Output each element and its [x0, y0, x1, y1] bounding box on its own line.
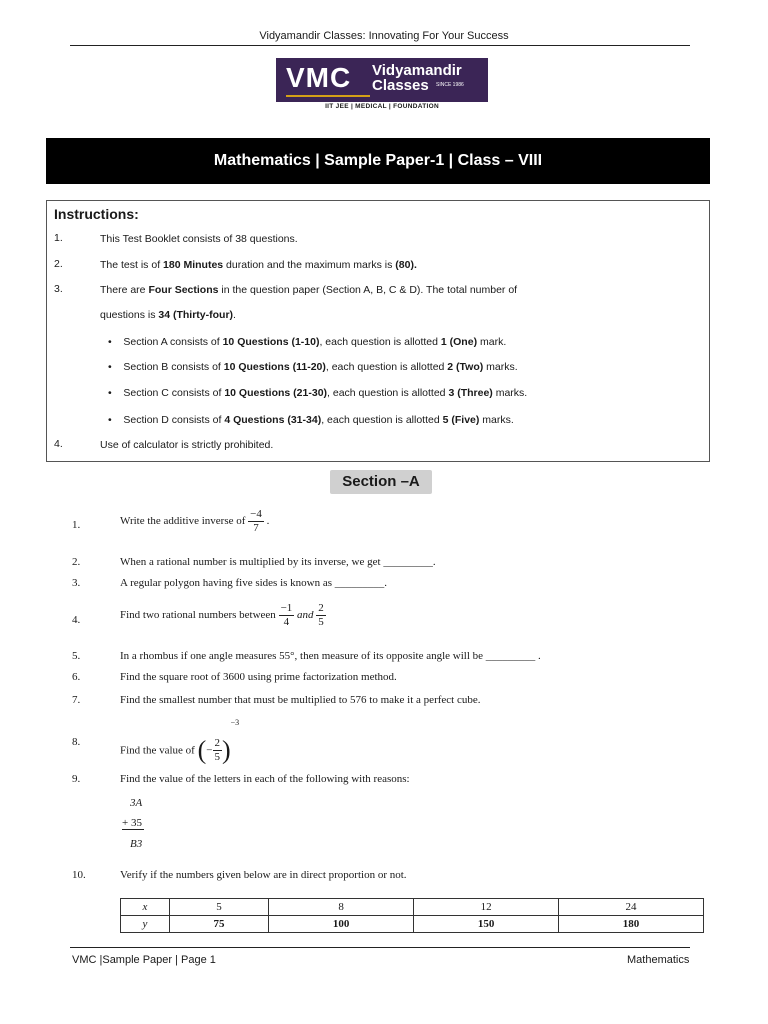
addition-result: B3	[130, 838, 143, 850]
table-cell: 5	[169, 899, 268, 916]
instruction-number: 3.	[54, 283, 63, 295]
instruction-number: 2.	[54, 258, 63, 270]
fraction: $\frac{2}{5}$	[214, 736, 220, 763]
logo-tagline: IIT JEE | MEDICAL | FOUNDATION	[325, 103, 439, 110]
question-number: 10.	[72, 869, 86, 881]
section-a-heading: Section –A	[330, 470, 432, 494]
instructions-heading: Instructions:	[54, 206, 139, 222]
question-3: A regular polygon having five sides is known as _________.	[120, 577, 388, 589]
question-number: 5.	[72, 650, 81, 662]
proportion-table	[120, 898, 704, 933]
logo-name: Vidyamandir Classes	[372, 62, 462, 94]
logo-since: SINCE 1986	[436, 82, 464, 88]
table-cell: 12	[414, 899, 559, 916]
table-row	[121, 899, 704, 916]
instruction-number: 4.	[54, 438, 63, 450]
addition-line-2: + 35	[122, 817, 142, 829]
question-10: Verify if the numbers given below are in direct proportion or not.	[120, 869, 407, 881]
table-cell: 24	[559, 899, 704, 916]
question-1: Write the additive inverse of $\frac{-4}{7}$ .	[120, 508, 270, 534]
logo-underline	[286, 95, 370, 97]
logo-vmc-text: VMC	[286, 62, 352, 93]
bullet-section-a: • Section A consists of 10 Questions (1-10), each question is allotted 1 (One) mark.	[108, 336, 507, 348]
instruction-2: The test is of 180 Minutes duration and the maximum marks is (80).	[100, 259, 417, 271]
question-number: 2.	[72, 556, 81, 568]
addition-line-1: 3A	[130, 797, 143, 809]
bullet-section-d: • Section D consists of 4 Questions (31-34), each question is allotted 5 (Five) marks.	[108, 414, 514, 426]
table-cell: 100	[269, 916, 414, 933]
instruction-1: This Test Booklet consists of 38 questions.	[100, 233, 298, 245]
instruction-3-cont: questions is 34 (Thirty-four).	[100, 309, 236, 321]
table-cell: 8	[269, 899, 414, 916]
question-8: Find the value of (− $\frac{2}{5}$ )$^{-3}$	[120, 718, 240, 765]
question-6: Find the square root of 3600 using prime factorization method.	[120, 671, 397, 683]
question-4: Find two rational numbers between $\frac{-1}{4}$ and $\frac{2}{5}$	[120, 602, 324, 628]
table-cell: 150	[414, 916, 559, 933]
page-header: Vidyamandir Classes: Innovating For Your Success	[259, 30, 509, 42]
question-2: When a rational number is multiplied by its inverse, we get _________.	[120, 556, 436, 568]
fraction: $\frac{-1}{4}$	[280, 602, 293, 628]
instruction-4: Use of calculator is strictly prohibited.	[100, 439, 274, 451]
vmc-logo	[276, 58, 488, 102]
question-number: 6.	[72, 671, 81, 683]
fraction: $\frac{-4}{7}$	[250, 508, 262, 534]
footer-right: Mathematics	[627, 954, 690, 966]
fraction: $\frac{2}{5}$	[318, 602, 324, 628]
question-9: Find the value of the letters in each of the following with reasons:	[120, 773, 410, 785]
footer-left: VMC |Sample Paper | Page 1	[72, 954, 216, 966]
table-cell: x	[121, 899, 170, 916]
bullet-section-b: • Section B consists of 10 Questions (11-20), each question is allotted 2 (Two) marks.	[108, 361, 518, 373]
table-row	[121, 916, 704, 933]
question-number: 7.	[72, 694, 81, 706]
footer-divider	[70, 947, 690, 948]
question-number: 4.	[72, 614, 81, 626]
question-5: In a rhombus if one angle measures 55°, then measure of its opposite angle will be _________ .	[120, 650, 541, 662]
paper-title: Mathematics | Sample Paper-1 | Class – VIII	[46, 138, 710, 184]
instruction-3: There are Four Sections in the question paper (Section A, B, C & D). The total number of	[100, 284, 518, 296]
question-7: Find the smallest number that must be multiplied to 576 to make it a perfect cube.	[120, 694, 481, 706]
table-cell: y	[121, 916, 170, 933]
question-number: 3.	[72, 577, 81, 589]
table-cell: 75	[169, 916, 268, 933]
question-number: 8.	[72, 736, 81, 748]
table-cell: 180	[559, 916, 704, 933]
question-number: 1.	[72, 519, 81, 531]
question-number: 9.	[72, 773, 81, 785]
bullet-section-c: • Section C consists of 10 Questions (21-30), each question is allotted 3 (Three) marks.	[108, 387, 528, 399]
instruction-number: 1.	[54, 232, 63, 244]
header-divider	[70, 45, 690, 46]
